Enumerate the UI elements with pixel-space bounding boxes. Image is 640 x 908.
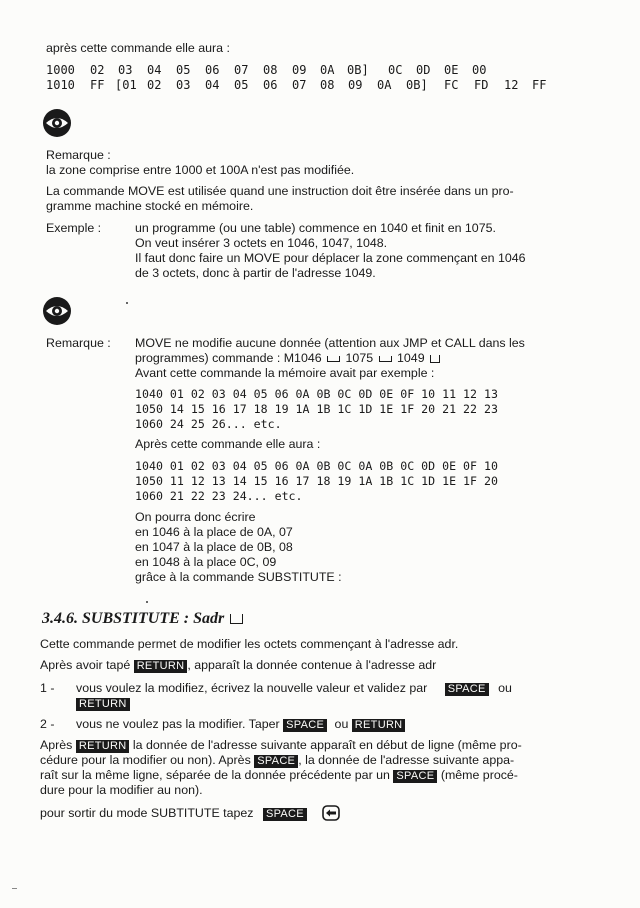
hex-row-2 (46, 78, 606, 93)
list-number: 2 - (40, 717, 55, 731)
hex-cell: FC (444, 78, 459, 92)
paragraph-line (40, 738, 522, 753)
text-fragment: Après (40, 738, 73, 752)
return-key-icon (430, 355, 440, 363)
left-arrow-key-icon (322, 805, 340, 825)
hex-cell: 12 (504, 78, 519, 92)
hex-cell: 03 (118, 63, 133, 77)
paragraph-line: dure pour la modifier au non). (40, 783, 203, 797)
note-line: en 1048 à la place 0C, 09 (135, 555, 277, 569)
command-text: programmes) commande : M1046 (135, 351, 322, 365)
paragraph-line (40, 768, 518, 783)
example-line: On veut insérer 3 octets en 1046, 1047, 1048. (135, 236, 388, 250)
example-line: Il faut donc faire un MOVE pour déplacer la zone commençant en 1046 (135, 251, 526, 265)
hex-cell: 09 (292, 63, 307, 77)
note-text: la zone comprise entre 1000 et 100A n'est pas modifiée. (46, 163, 355, 177)
memory-dump-line: 1050 14 15 16 17 18 19 1A 1B 1C 1D 1E 1F 20 21 22 23 (135, 402, 498, 416)
note-line: MOVE ne modifie aucune donnée (attention aux JMP et CALL dans les (135, 336, 525, 350)
memory-dump-line: 1040 01 02 03 04 05 06 0A 0B 0C 0D 0E 0F 10 11 12 13 (135, 387, 498, 401)
example-line: un programme (ou une table) commence en 1040 et finit en 1075. (135, 221, 496, 235)
hex-cell: 0A (377, 78, 392, 92)
list-item-text (76, 696, 130, 711)
text-fragment: pour sortir du mode SUBTITUTE tapez (40, 806, 254, 820)
return-key-icon (230, 614, 243, 624)
hex-cell: 04 (147, 63, 162, 77)
list-item-text (76, 681, 512, 696)
return-key: RETURN (134, 660, 188, 673)
eye-icon (42, 108, 72, 138)
hex-cell: 04 (205, 78, 220, 92)
space-key: SPACE (254, 755, 298, 768)
text-fragment: ou (498, 681, 512, 695)
hex-cell: [01 (115, 78, 137, 92)
space-key: SPACE (445, 683, 489, 696)
memory-dump-line: 1060 24 25 26... etc. (135, 417, 282, 431)
text-fragment: Après avoir tapé (40, 658, 131, 672)
space-key: SPACE (393, 770, 437, 783)
text-fragment: ou (334, 717, 349, 731)
hex-row-1 (46, 63, 606, 78)
hex-cell: 08 (263, 63, 278, 77)
text-fragment: raît sur la même ligne, séparée de la donnée précédente par un (40, 768, 390, 782)
note-line: Avant cette commande la mémoire avait par exemple : (135, 366, 435, 380)
memory-dump-line: 1060 21 22 23 24... etc. (135, 489, 303, 503)
text-fragment: vous ne voulez pas la modifier. Taper (76, 717, 280, 731)
paragraph-line: La commande MOVE est utilisée quand une instruction doit être insérée dans un pro- (46, 184, 514, 198)
text-fragment: , apparaît la donnée contenue à l'adresse adr (187, 658, 437, 672)
list-item-text (76, 717, 405, 732)
return-key: RETURN (76, 740, 130, 753)
intro-text: après cette commande elle aura : (46, 41, 230, 55)
hex-cell: 05 (176, 63, 191, 77)
scan-mark (146, 601, 148, 603)
hex-cell: 0C (388, 63, 403, 77)
paragraph-line: gramme machine stocké en mémoire. (46, 199, 254, 213)
text-fragment: cédure pour la modifier ou non). Après (40, 753, 251, 767)
text-fragment: , la donnée de l'adresse suivante appa- (298, 753, 515, 767)
space-symbol-icon (379, 356, 392, 362)
hex-cell: 06 (205, 63, 220, 77)
hex-cell: 1000 (46, 63, 75, 77)
hex-cell: 07 (292, 78, 307, 92)
command-text: 1049 (397, 351, 425, 365)
space-key: SPACE (283, 719, 327, 732)
note-label: Remarque : (46, 336, 111, 350)
hex-cell: 0D (416, 63, 431, 77)
hex-cell: 03 (176, 78, 191, 92)
hex-cell: 0A (320, 63, 335, 77)
eye-icon (42, 296, 72, 326)
memory-dump-line: 1050 11 12 13 14 15 16 17 18 19 1A 1B 1C 1D 1E 1F 20 (135, 474, 498, 488)
note-line: en 1046 à la place de 0A, 07 (135, 525, 293, 539)
hex-cell: 00 (472, 63, 487, 77)
hex-cell: FF (90, 78, 105, 92)
memory-dump-line: 1040 01 02 03 04 05 06 0A 0B 0C 0A 0B 0C 0D 0E 0F 10 (135, 459, 498, 473)
hex-cell: 07 (234, 63, 249, 77)
space-symbol-icon (327, 356, 340, 362)
hex-cell: 05 (234, 78, 249, 92)
note-command-line (135, 351, 440, 366)
section-heading (42, 610, 243, 628)
note-line: grâce à la commande SUBSTITUTE : (135, 570, 342, 584)
example-label: Exemple : (46, 221, 102, 235)
note-line: en 1047 à la place de 0B, 08 (135, 540, 293, 554)
command-text: 1075 (345, 351, 374, 365)
hex-cell: FF (532, 78, 547, 92)
hex-cell: 1010 (46, 78, 75, 92)
hex-cell: 08 (320, 78, 335, 92)
list-number: 1 - (40, 681, 55, 695)
hex-cell: 02 (147, 78, 162, 92)
scan-mark (126, 302, 128, 304)
text-fragment: (même procé- (440, 768, 518, 782)
text-fragment: la donnée de l'adresse suivante apparaît en début de ligne (même pro- (132, 738, 522, 752)
hex-cell: 06 (263, 78, 278, 92)
scan-mark (12, 888, 17, 889)
hex-cell: 02 (90, 63, 105, 77)
return-key: RETURN (76, 698, 130, 711)
example-line: de 3 octets, donc à partir de l'adresse 1049. (135, 266, 376, 280)
hex-cell: FD (474, 78, 489, 92)
exit-instruction (40, 805, 340, 825)
note-line: On pourra donc écrire (135, 510, 256, 524)
section-paragraph: Cette commande permet de modifier les octets commençant à l'adresse adr. (40, 637, 459, 651)
space-key: SPACE (263, 808, 307, 821)
return-key: RETURN (352, 719, 406, 732)
hex-cell: 0B] (347, 63, 369, 77)
section-paragraph (40, 658, 436, 673)
text-fragment: vous voulez la modifiez, écrivez la nouvelle valeur et validez par (76, 681, 428, 695)
hex-cell: 0E (444, 63, 459, 77)
section-heading-text: 3.4.6. SUBSTITUTE : Sadr (42, 610, 225, 627)
note-line: Après cette commande elle aura : (135, 437, 321, 451)
hex-cell: 0B] (406, 78, 428, 92)
note-label: Remarque : (46, 148, 111, 162)
hex-cell: 09 (348, 78, 363, 92)
paragraph-line (40, 753, 514, 768)
